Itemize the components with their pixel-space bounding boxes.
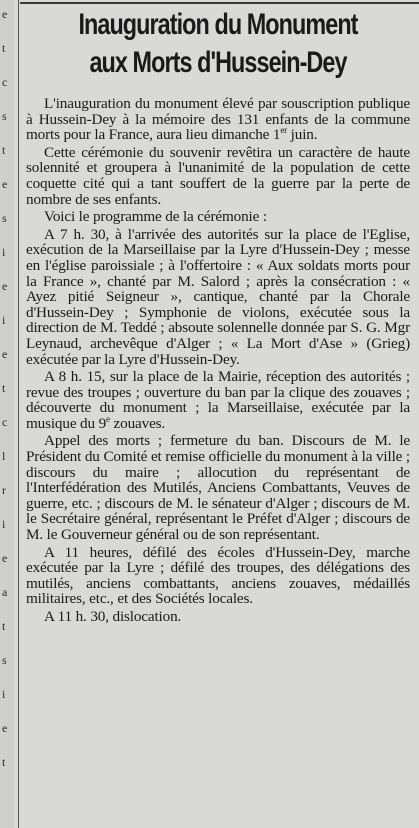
margin-fragment: e	[2, 347, 8, 361]
margin-fragment: i	[2, 245, 6, 259]
margin-fragment: s	[2, 211, 7, 225]
margin-fragment: i	[2, 517, 6, 531]
margin-fragment: e	[2, 279, 8, 293]
headline-line-2: aux Morts d'Hussein-Dey	[89, 46, 347, 79]
margin-fragment: e	[2, 177, 8, 191]
margin-fragment: e	[2, 551, 8, 565]
article	[26, 4, 410, 625]
paragraph-7h30: A 7 h. 30, à l'arrivée des autorités sur la place de l'Eglise, exécution de la Marseillaise par la Lyre d'Hussein-Dey ; messe en l'église paroissiale ; à l'offertoire : « Aux soldats morts pour la France », chanté par M. Salord ; après la consécration : « Ayez pitié Seigneur », cantique, chanté par la Chorale d'Hussein-Dey ; Symphonie de violons, exécutée sous la direction de M. Teddé ; absoute solennelle donnée par S. G. Mgr Leynaud, archevêque d'Alger ; « La Mort d'Ase » (Grieg) exécutée par la Lyre d'Hussein-Dey.	[26, 225, 410, 368]
article-body	[26, 96, 410, 625]
margin-fragment: t	[2, 41, 6, 55]
paragraph-appel-des-morts: Appel des morts ; fermeture du ban. Discours de M. le Président du Comité et remise officielle du monument à la ville ; discours du maire ; allocution du représentant de l'Interfédération des Mutilés, Anciens Combattants, Veuves de guerre, etc. ; discours de M. le sénateur d'Alger ; discours de M. le Secrétaire général, représentant le Préfet d'Alger ; discours de M. le Gouverneur général ou de son représentant.	[26, 432, 410, 544]
margin-fragment: a	[2, 585, 8, 599]
adjacent-column-fragment	[0, 0, 14, 828]
margin-fragment: t	[2, 619, 6, 633]
margin-fragment: t	[2, 755, 6, 769]
paragraph-programme-heading: Voici le programme de la cérémonie :	[44, 208, 267, 226]
margin-fragment: l	[2, 449, 6, 463]
headline	[68, 6, 368, 82]
margin-fragment: e	[2, 721, 8, 735]
margin-fragment: i	[2, 313, 6, 327]
margin-fragment: s	[2, 653, 7, 667]
margin-fragment: t	[2, 143, 6, 157]
paragraph-intro: L'inauguration du monument élevé par souscription publique à Hussein-Dey à la mémoire des 131 enfants de la commune morts pour la France, aura lieu dimanche 1er juin.	[26, 95, 410, 144]
headline-line-1: Inauguration du Monument	[78, 8, 358, 41]
margin-fragment: e	[2, 7, 8, 21]
margin-fragment: i	[2, 687, 6, 701]
paragraph-11h: A 11 heures, défilé des écoles d'Hussein-Dey, marche exécutée par la Lyre ; défilé des troupes, des délégations des mutilés, anciens combattants, anciens zouaves, médaillés militaires, etc., et des Sociétés locales.	[26, 543, 410, 608]
paragraph-11h30: A 11 h. 30, dislocation.	[44, 608, 182, 625]
margin-fragment: s	[2, 109, 7, 123]
margin-fragment: c	[2, 75, 8, 89]
paragraph-ceremony: Cette cérémonie du souvenir revêtira un caractère de haute solennité et groupera à l'unanimité de la population de cette coquette cité qui a tant souffert de la guerre par la perte de nombre de ses enfants.	[26, 143, 410, 208]
column-divider	[18, 0, 19, 828]
margin-fragment: t	[2, 381, 6, 395]
margin-fragment: c	[2, 415, 8, 429]
paragraph-8h15: A 8 h. 15, sur la place de la Mairie, réception des autorités ; revue des troupes ; ouverture du ban par la clique des zouaves ; découverte du monument ; la Marseillaise, exécutée par la musique du 9e zouaves.	[26, 368, 410, 432]
margin-fragment: r	[2, 483, 6, 497]
